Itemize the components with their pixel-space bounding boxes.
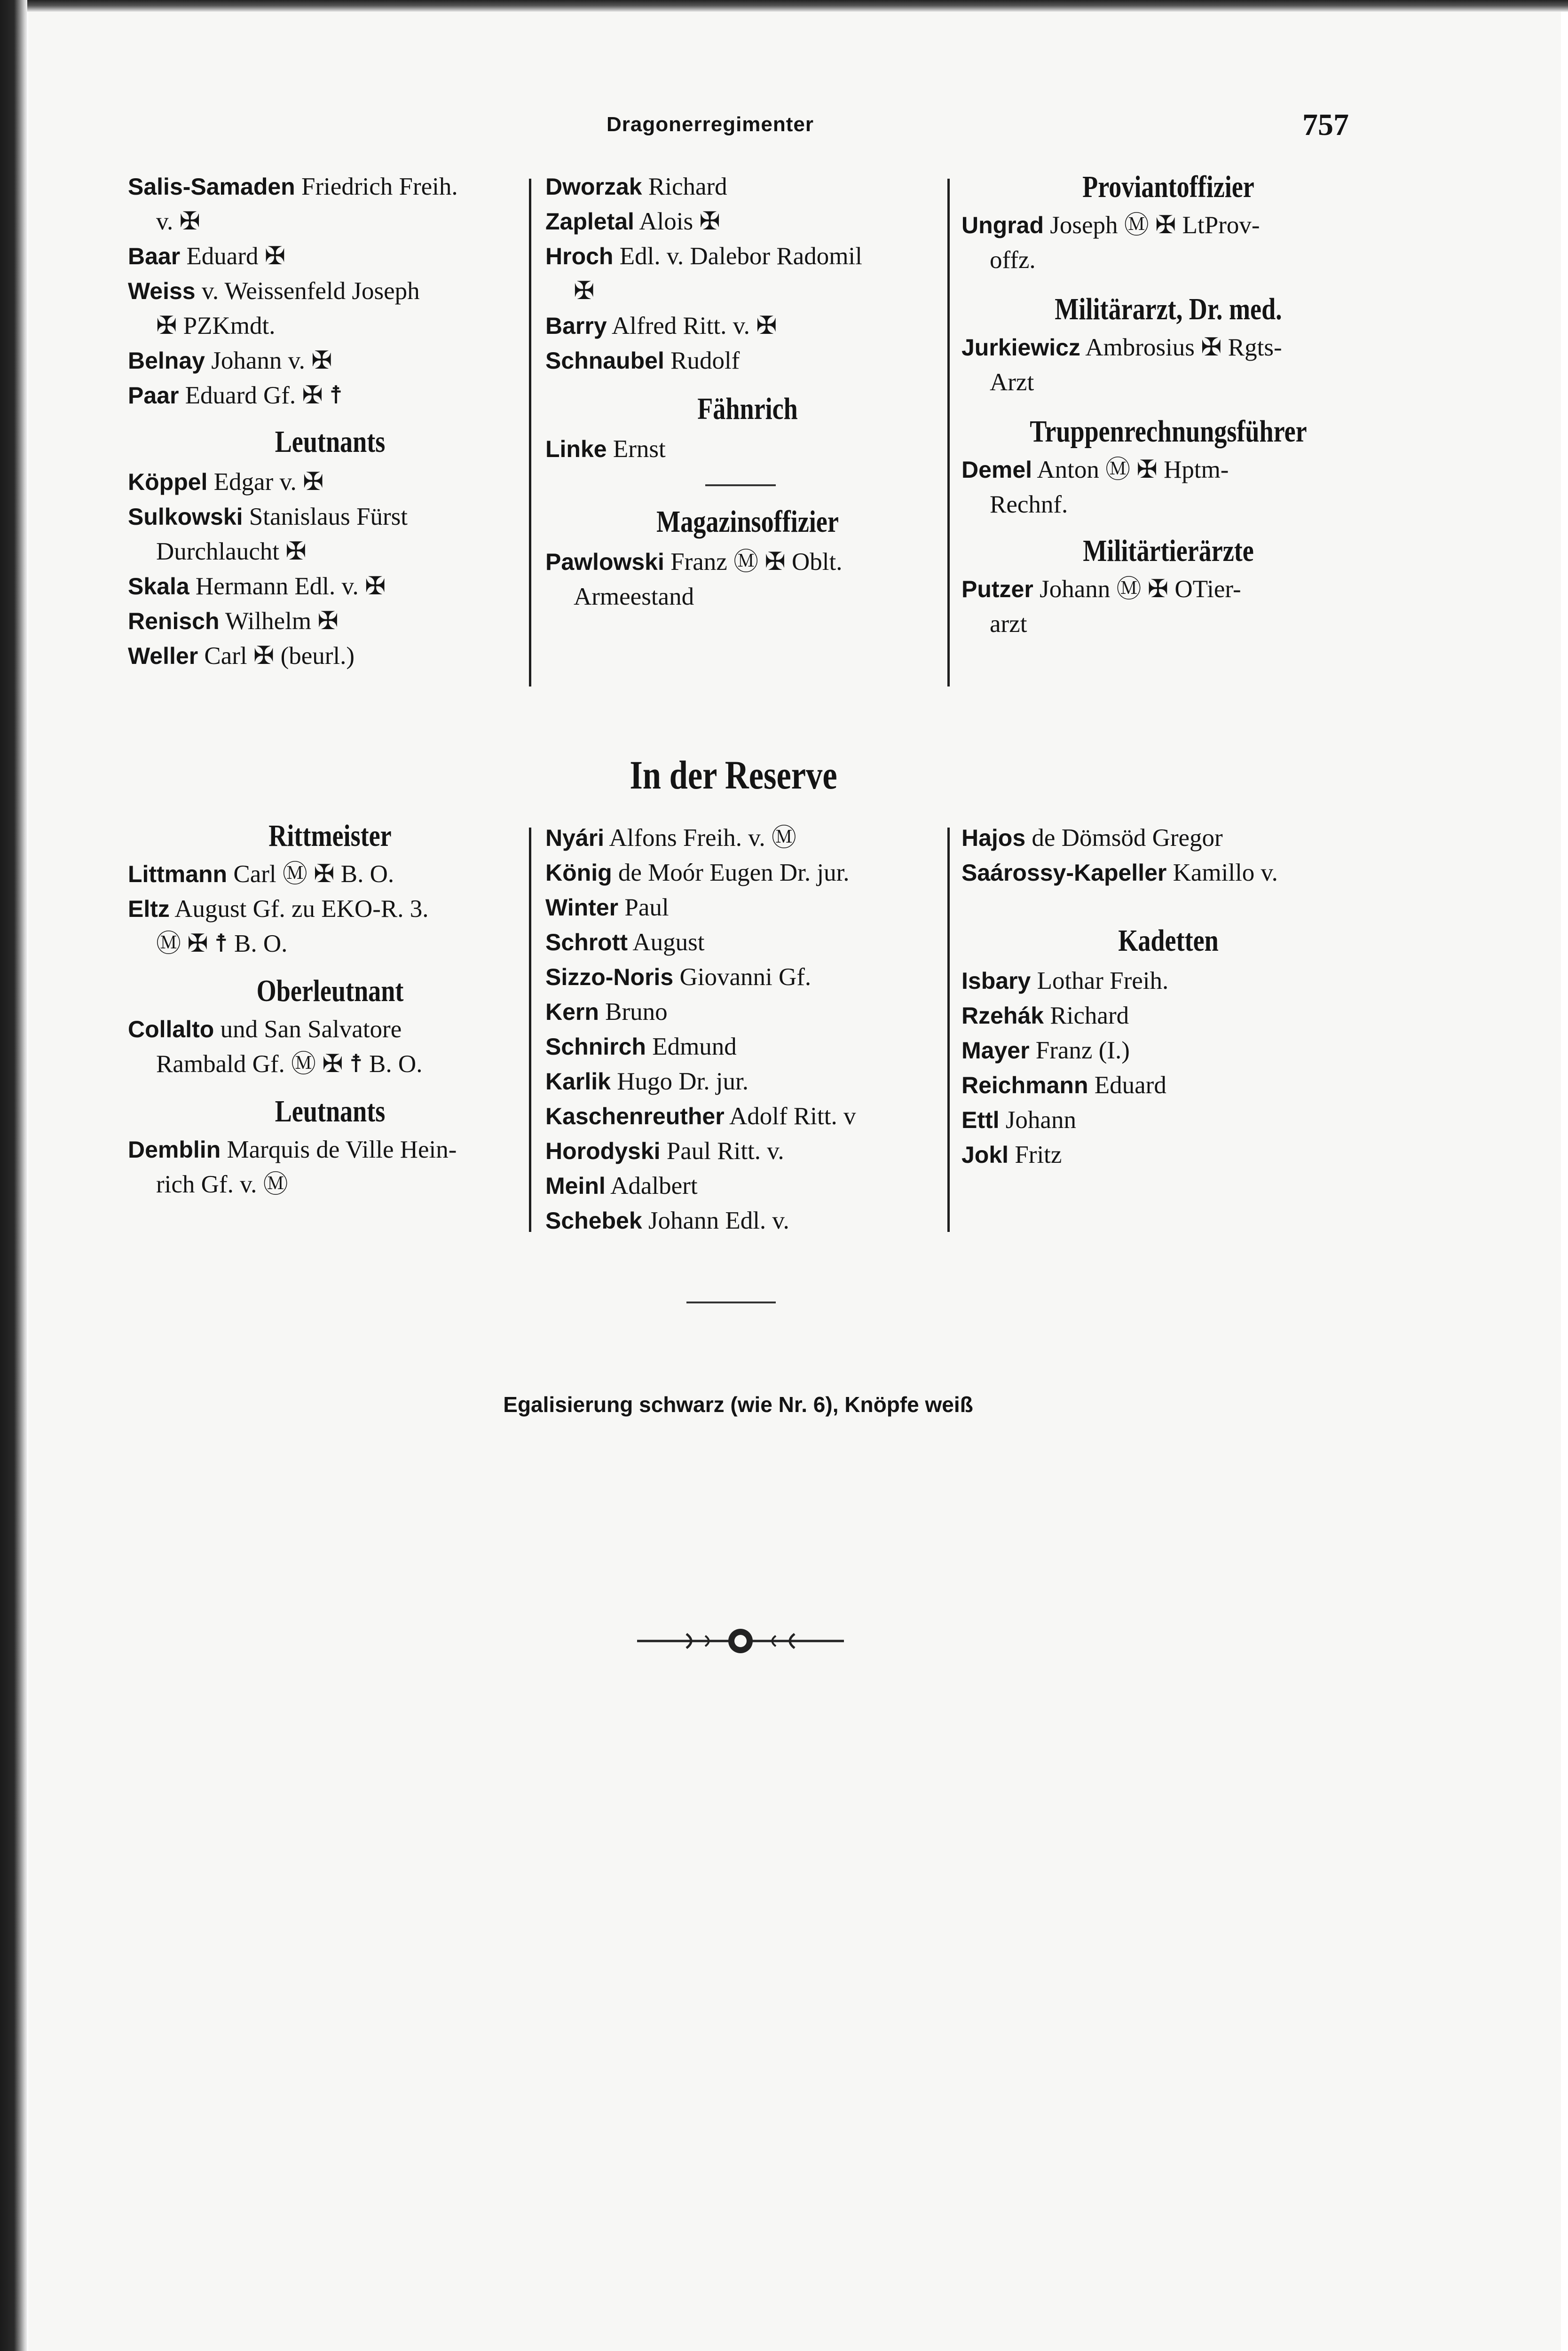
person-entry (128, 639, 532, 673)
surname: Kern (545, 999, 599, 1025)
surname: Demel (961, 457, 1032, 483)
surname: Salis-Samaden (128, 174, 295, 200)
entry-continuation (961, 365, 1375, 400)
column-divider (947, 828, 950, 1232)
surname: Skala (128, 573, 189, 600)
heading-rittmeister: Rittmeister (268, 819, 392, 853)
person-entry (128, 378, 532, 413)
entry-details: Johann v. ✠ (211, 347, 332, 374)
heading-leutnants: Leutnants (275, 425, 386, 459)
person-entry (961, 1137, 1375, 1172)
person-entry (128, 569, 532, 604)
entry-details: Hermann Edl. v. ✠ (195, 573, 386, 600)
person-entry (961, 572, 1375, 607)
surname: Littmann (128, 861, 228, 887)
entry-details: Alfons Freih. v. Ⓜ (609, 824, 796, 852)
entry-details: Adolf Ritt. v (729, 1103, 856, 1130)
entry-details: v. Weissenfeld Joseph (201, 277, 420, 305)
surname: Schebek (545, 1207, 642, 1234)
entry-details: Eduard ✠ (186, 243, 286, 270)
entry-details: Joseph Ⓜ ✠ LtProv- (1050, 212, 1260, 239)
running-title: Dragonerregimenter (607, 113, 814, 136)
surname: Winter (545, 894, 619, 921)
surname: Rzehák (961, 1002, 1044, 1029)
entry-list (545, 820, 950, 1238)
entry-list (545, 432, 950, 466)
person-entry (961, 998, 1375, 1033)
heading-oberleutnant: Oberleutnant (256, 974, 404, 1008)
person-entry (961, 963, 1375, 998)
entry-list (961, 963, 1375, 1172)
surname: Jurkiewicz (961, 334, 1080, 361)
entry-details: Kamillo v. (1173, 859, 1278, 886)
entry-details: und San Salvatore (220, 1016, 402, 1043)
entry-details: Lothar Freih. (1037, 967, 1169, 994)
entry-details: Friedrich Freih. (301, 173, 458, 200)
entry-continuation (961, 607, 1375, 641)
entry-details: ✠ (574, 277, 595, 305)
heading-kadetten: Kadetten (1118, 923, 1219, 958)
entry-details: August (632, 929, 705, 956)
person-entry (545, 169, 950, 204)
column-divider (529, 179, 531, 686)
surname: Schrott (545, 929, 628, 955)
person-entry (545, 994, 950, 1029)
person-entry (545, 1099, 950, 1134)
person-entry (545, 925, 950, 960)
surname: Pawlowski (545, 549, 664, 575)
entry-list (961, 820, 1375, 890)
person-entry (545, 1064, 950, 1099)
column-divider (947, 179, 950, 686)
surname: Köppel (128, 469, 208, 495)
top-column-3 (961, 169, 1375, 641)
entry-list (128, 1132, 532, 1202)
surname: Ungrad (961, 212, 1044, 238)
entry-details: Ⓜ ✠ ☨ B. O. (156, 930, 288, 957)
entry-continuation (128, 926, 532, 961)
entry-continuation (545, 274, 950, 308)
reserve-column-3 (961, 820, 1375, 1172)
entry-details: Ernst (613, 435, 666, 463)
surname: Baar (128, 243, 181, 269)
scan-border-top (0, 0, 1568, 12)
person-entry (961, 1068, 1375, 1103)
footer-note: Egalisierung schwarz (wie Nr. 6), Knöpfe weiß (503, 1392, 973, 1417)
surname: Weiss (128, 278, 196, 304)
surname: Collalto (128, 1016, 214, 1042)
surname: Paar (128, 382, 179, 409)
ornament-divider-icon (635, 1625, 846, 1657)
entry-list (128, 857, 532, 961)
person-entry (545, 432, 950, 466)
person-entry (128, 169, 532, 204)
reserve-column-1 (128, 818, 532, 1202)
person-entry (961, 855, 1375, 890)
entry-details: Rudolf (670, 347, 740, 374)
section-separator (545, 466, 950, 504)
entry-details: Richard (648, 173, 727, 200)
entry-details: Alois ✠ (639, 208, 720, 235)
entry-details: Marquis de Ville Hein- (227, 1136, 457, 1163)
surname: Hroch (545, 243, 614, 269)
entry-details: Bruno (605, 998, 668, 1026)
surname: König (545, 860, 612, 886)
person-entry (545, 1134, 950, 1168)
person-entry (128, 891, 532, 926)
surname: Dworzak (545, 174, 642, 200)
entry-list (961, 330, 1375, 400)
person-entry (128, 239, 532, 274)
surname: Isbary (961, 968, 1031, 994)
person-entry (545, 1029, 950, 1064)
surname: Schnaubel (545, 347, 664, 374)
entry-details: Alfred Ritt. v. ✠ (611, 312, 777, 339)
heading-truppenrechnungsfuehrer: Truppenrechnungsführer (1030, 414, 1307, 449)
heading-proviantoffizier: Proviantoffizier (1082, 170, 1254, 204)
person-entry (545, 343, 950, 378)
entry-details: Wilhelm ✠ (225, 607, 339, 635)
entry-details: v. ✠ (156, 208, 200, 235)
person-entry (128, 857, 532, 891)
surname: Sulkowski (128, 504, 243, 530)
entry-details: Johann Edl. v. (648, 1207, 789, 1234)
surname: Saárossy-Kapeller (961, 860, 1167, 886)
heading-militaerarzt: Militärarzt, Dr. med. (1055, 292, 1282, 326)
entry-list (128, 169, 532, 413)
person-entry (128, 1132, 532, 1167)
column-divider (529, 828, 531, 1232)
person-entry (545, 308, 950, 343)
surname: Nyári (545, 825, 605, 851)
entry-list (961, 572, 1375, 641)
surname: Belnay (128, 347, 205, 374)
entry-details: Hugo Dr. jur. (617, 1068, 749, 1095)
surname: Hajos (961, 825, 1026, 851)
entry-details: Stanislaus Fürst (249, 503, 408, 530)
person-entry (128, 1012, 532, 1047)
person-entry (961, 452, 1375, 487)
page-number: 757 (1302, 108, 1349, 142)
surname: Horodyski (545, 1138, 661, 1164)
surname: Linke (545, 436, 607, 462)
entry-continuation (545, 579, 950, 614)
entry-continuation (128, 204, 532, 239)
person-entry (545, 204, 950, 239)
entry-details: Giovanni Gf. (679, 963, 812, 991)
separator-rule (686, 1302, 776, 1303)
entry-continuation (961, 487, 1375, 522)
entry-details: Durchlaucht ✠ (156, 538, 307, 565)
person-entry (128, 499, 532, 534)
entry-details: Arzt (990, 369, 1034, 396)
person-entry (128, 604, 532, 639)
heading-faehnrich: Fähnrich (697, 392, 798, 426)
person-entry (545, 239, 950, 274)
entry-details: Rambald Gf. Ⓜ ✠ ☨ B. O. (156, 1050, 423, 1078)
entry-details: Fritz (1015, 1141, 1062, 1168)
entry-details: arzt (990, 610, 1027, 638)
entry-details: Paul Ritt. v. (666, 1137, 784, 1165)
entry-continuation (128, 1047, 532, 1081)
person-entry (545, 855, 950, 890)
person-entry (961, 1103, 1375, 1137)
heading-leutnants: Leutnants (275, 1094, 386, 1128)
entry-details: de Dömsöd Gregor (1032, 824, 1223, 852)
surname: Schnirch (545, 1033, 646, 1060)
top-column-2 (545, 169, 950, 614)
entry-details: Anton Ⓜ ✠ Hptm- (1037, 456, 1229, 483)
person-entry (545, 1203, 950, 1238)
top-column-1 (128, 169, 532, 673)
entry-details: Eduard Gf. ✠ ☨ (185, 382, 343, 409)
entry-details: Ambrosius ✠ Rgts- (1085, 334, 1282, 361)
entry-details: ✠ PZKmdt. (156, 312, 276, 339)
entry-details: Richard (1050, 1002, 1129, 1029)
heading-magazinsoffizier: Magazinsoffizier (656, 505, 839, 539)
surname: Jokl (961, 1142, 1009, 1168)
entry-list (545, 544, 950, 614)
person-entry (128, 343, 532, 378)
entry-details: Edl. v. Dalebor Radomil (619, 243, 862, 270)
surname: Reichmann (961, 1072, 1088, 1098)
entry-details: de Moór Eugen Dr. jur. (618, 859, 850, 886)
surname: Sizzo-Noris (545, 964, 674, 990)
entry-list (961, 452, 1375, 522)
person-entry (961, 820, 1375, 855)
entry-details: Carl Ⓜ ✠ B. O. (233, 860, 394, 888)
entry-details: Johann (1005, 1106, 1076, 1134)
entry-details: Adalbert (610, 1172, 698, 1199)
entry-list (961, 208, 1375, 277)
person-entry (128, 274, 532, 308)
entry-details: Edmund (652, 1033, 737, 1060)
reserve-column-2 (545, 820, 950, 1238)
entry-details: Armeestand (574, 583, 694, 610)
surname: Renisch (128, 608, 220, 634)
reserve-title: In der Reserve (630, 752, 837, 797)
entry-details: Rechnf. (990, 491, 1068, 518)
heading-militaertieraerzte: Militärtierärzte (1083, 534, 1254, 568)
person-entry (545, 544, 950, 579)
entry-details: Carl ✠ (beurl.) (204, 642, 355, 670)
person-entry (961, 330, 1375, 365)
surname: Barry (545, 313, 607, 339)
entry-details: Paul (624, 894, 669, 921)
entry-continuation (961, 243, 1375, 277)
entry-continuation (128, 308, 532, 343)
entry-details: Johann Ⓜ ✠ OTier- (1040, 576, 1241, 603)
person-entry (545, 890, 950, 925)
surname: Weller (128, 643, 198, 669)
surname: Demblin (128, 1136, 221, 1163)
entry-details: offz. (990, 246, 1036, 274)
surname: Kaschenreuther (545, 1103, 725, 1129)
surname: Eltz (128, 896, 170, 922)
scan-border-left (0, 0, 27, 2351)
person-entry (961, 208, 1375, 243)
entry-details: Edgar v. ✠ (213, 468, 324, 496)
entry-list (128, 465, 532, 673)
person-entry (545, 1168, 950, 1203)
entry-continuation (128, 1167, 532, 1202)
surname: Putzer (961, 576, 1033, 602)
entry-details: August Gf. zu EKO-R. 3. (174, 895, 429, 923)
entry-list (545, 169, 950, 378)
entry-details: Franz (I.) (1035, 1037, 1130, 1064)
short-rule (705, 484, 776, 486)
person-entry (545, 960, 950, 994)
surname: Ettl (961, 1107, 1000, 1133)
surname: Mayer (961, 1037, 1030, 1064)
person-entry (961, 1033, 1375, 1068)
entry-details: Franz Ⓜ ✠ Oblt. (670, 548, 843, 576)
surname: Zapletal (545, 208, 634, 235)
entry-details: rich Gf. v. Ⓜ (156, 1171, 288, 1198)
person-entry (128, 465, 532, 499)
surname: Meinl (545, 1173, 606, 1199)
surname: Karlik (545, 1068, 611, 1095)
entry-list (128, 1012, 532, 1081)
person-entry (545, 820, 950, 855)
entry-continuation (128, 534, 532, 569)
entry-details: Eduard (1094, 1072, 1166, 1099)
